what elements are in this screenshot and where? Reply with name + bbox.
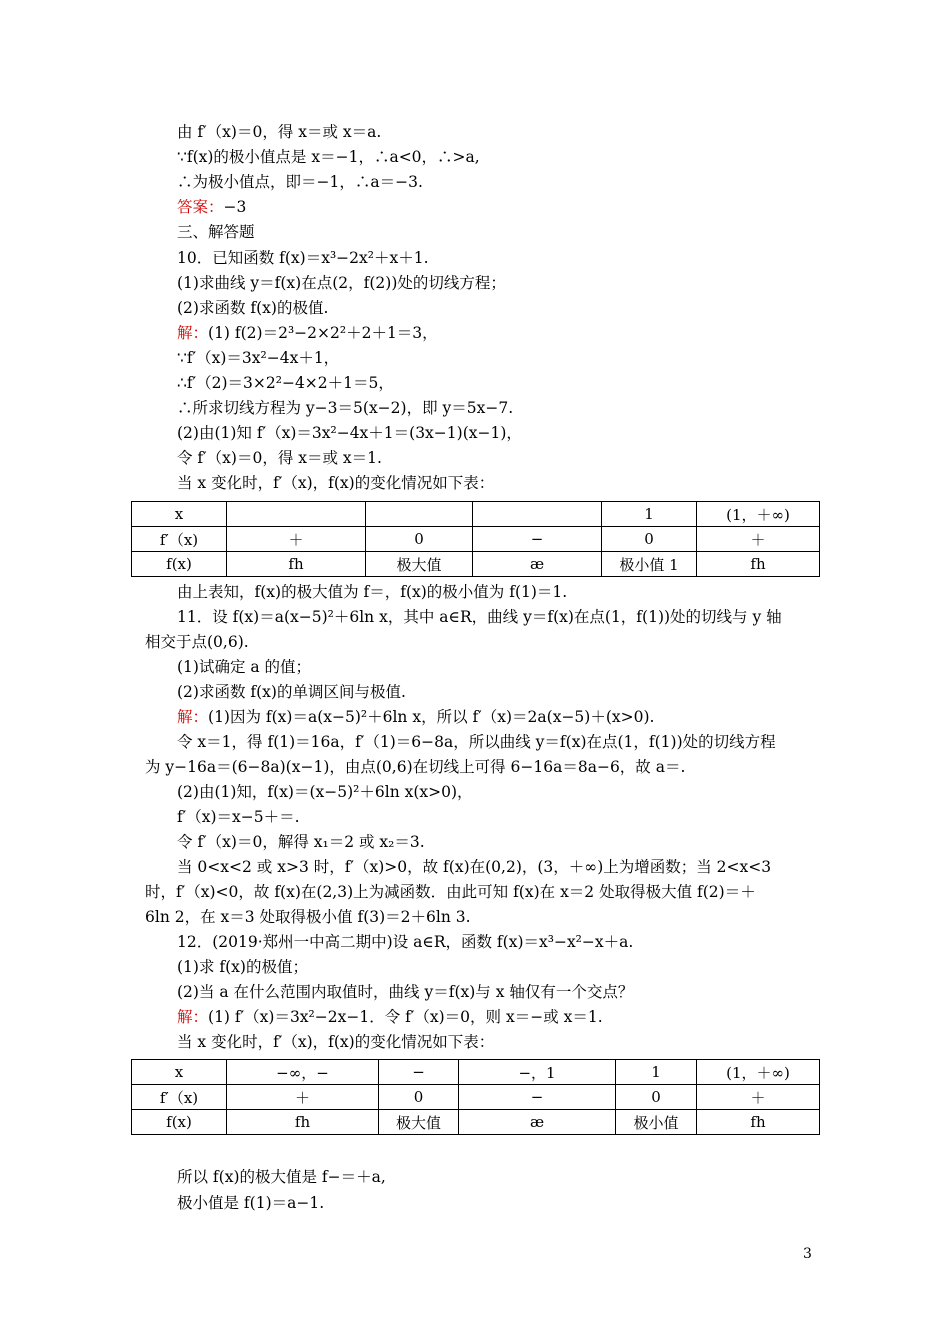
table-cell: 0 (379, 1085, 459, 1110)
variation-table-2 (131, 1059, 820, 1135)
answer-line (177, 196, 246, 218)
table-cell: ＋ (227, 527, 366, 552)
text-line: 所以 f(x)的极大值是 f−＝＋a, (177, 1168, 386, 1186)
table-cell: fh (697, 1110, 820, 1135)
text-line: (1)求 f(x)的极值； (177, 958, 308, 976)
table-cell: f(x) (132, 552, 227, 577)
text-line: (2)由(1)知 f′（x)＝3x²−4x＋1＝(3x−1)(x−1)， (177, 424, 522, 442)
text-line: 时，f′（x)<0，故 f(x)在(2,3)上为减函数．由此可知 f(x)在 x＝2 处取得极大值 f(2)＝＋ (145, 883, 756, 901)
table-row (132, 1110, 820, 1135)
text-line: ∴为极小值点，即＝−1，∴a＝−3. (177, 173, 423, 191)
table-cell: 极小值 (616, 1110, 697, 1135)
table-cell: −，1 (459, 1060, 616, 1085)
table-cell: 0 (616, 1085, 697, 1110)
table-cell: 极大值 (379, 1110, 459, 1135)
text-line: 当 x 变化时，f′（x)，f(x)的变化情况如下表： (177, 1033, 495, 1051)
table-cell: 0 (366, 527, 473, 552)
solution-text: (1) f(2)＝2³−2×2²＋2＋1＝3， (208, 324, 438, 342)
page-number: 3 (803, 1246, 812, 1262)
table-cell: ＋ (697, 527, 820, 552)
text-line: 极小值是 f(1)＝a−1. (177, 1194, 325, 1212)
text-line: ∵f(x)的极小值点是 x＝−1，∴a<0，∴>a, (177, 148, 480, 166)
text-line: 当 0<x<2 或 x>3 时，f′（x)>0，故 f(x)在(0,2)，(3，＋∞)上为增函数；当 2<x<3 (177, 858, 772, 876)
text-line: 令 f′（x)＝0，得 x＝或 x＝1. (177, 449, 382, 467)
table-cell: fh (697, 552, 820, 577)
text-line: ∴f′（2)＝3×2²−4×2＋1＝5， (177, 374, 394, 392)
answer-value: −3 (223, 198, 247, 216)
solution-line (177, 1006, 603, 1028)
table-row (132, 552, 820, 577)
table-cell: æ (473, 552, 602, 577)
table-cell: f′（x) (132, 527, 227, 552)
table-cell: f′（x) (132, 1085, 227, 1110)
table-cell: (1，＋∞) (697, 502, 820, 527)
text-line: 为 y−16a＝(6−8a)(x−1)，由点(0,6)在切线上可得 6−16a＝8a−6，故 a＝. (145, 758, 686, 776)
solution-label: 解： (177, 708, 209, 726)
table-cell: x (132, 1060, 227, 1085)
table-row (132, 1060, 820, 1085)
table-cell (227, 502, 366, 527)
text-line: ∵f′（x)＝3x²−4x＋1， (177, 349, 340, 367)
text-line: (2)当 a 在什么范围内取值时，曲线 y＝f(x)与 x 轴仅有一个交点？ (177, 983, 634, 1001)
table-cell: ＋ (697, 1085, 820, 1110)
text-line: (2)由(1)知，f(x)＝(x−5)²＋6ln x(x>0)， (177, 783, 473, 801)
text-line: (2)求函数 f(x)的极值. (177, 299, 329, 317)
table-row (132, 502, 820, 527)
table-cell: x (132, 502, 227, 527)
text-line: 相交于点(0,6). (145, 633, 249, 651)
table-row (132, 1085, 820, 1110)
problem-statement: 10．已知函数 f(x)＝x³−2x²＋x＋1. (177, 249, 429, 267)
text-line: 6ln 2，在 x＝3 处取得极小值 f(3)＝2＋6ln 3. (145, 908, 471, 926)
text-line: 令 x＝1，得 f(1)＝16a，f′（1)＝6−8a，所以曲线 y＝f(x)在点(1，f(1))处的切线方程 (177, 733, 776, 751)
answer-label: 答案： (177, 198, 224, 216)
table-cell (366, 502, 473, 527)
text-line: 由 f′（x)＝0，得 x＝或 x＝a. (177, 123, 382, 141)
table-row (132, 527, 820, 552)
problem-statement: 11．设 f(x)＝a(x−5)²＋6ln x，其中 a∈R，曲线 y＝f(x)在点(1，f(1))处的切线与 y 轴 (177, 608, 782, 626)
table-cell: 1 (616, 1060, 697, 1085)
solution-line (177, 322, 438, 344)
text-line: ∴所求切线方程为 y−3＝5(x−2)，即 y＝5x−7. (177, 399, 514, 417)
text-line: 令 f′（x)＝0，解得 x₁＝2 或 x₂＝3. (177, 833, 425, 851)
table-cell: ＋ (227, 1085, 379, 1110)
text-line: (2)求函数 f(x)的单调区间与极值. (177, 683, 406, 701)
table-cell: 1 (602, 502, 697, 527)
text-line: (1)求曲线 y＝f(x)在点(2，f(2))处的切线方程； (177, 274, 506, 292)
section-heading: 三、解答题 (177, 223, 255, 241)
table-cell: − (473, 527, 602, 552)
solution-label: 解： (177, 1008, 209, 1026)
table-cell: æ (459, 1110, 616, 1135)
problem-statement: 12．(2019·郑州一中高二期中)设 a∈R，函数 f(x)＝x³−x²−x＋a. (177, 933, 634, 951)
table-cell: 极小值 1 (602, 552, 697, 577)
table-cell: (1，＋∞) (697, 1060, 820, 1085)
solution-text: (1)因为 f(x)＝a(x−5)²＋6ln x，所以 f′（x)＝2a(x−5)＋(x>0). (208, 708, 655, 726)
solution-text: (1) f′（x)＝3x²−2x−1．令 f′（x)＝0，则 x＝−或 x＝1. (208, 1008, 603, 1026)
variation-table-1 (131, 501, 820, 577)
text-line: 由上表知，f(x)的极大值为 f＝，f(x)的极小值为 f(1)＝1. (177, 583, 568, 601)
table-cell (473, 502, 602, 527)
table-cell: fh (227, 552, 366, 577)
table-cell: − (379, 1060, 459, 1085)
table-cell: f(x) (132, 1110, 227, 1135)
solution-label: 解： (177, 324, 209, 342)
table-cell: −∞，− (227, 1060, 379, 1085)
text-line: 当 x 变化时，f′（x)，f(x)的变化情况如下表： (177, 474, 495, 492)
text-line: f′（x)＝x−5＋＝. (177, 808, 300, 826)
text-line: (1)试确定 a 的值； (177, 658, 312, 676)
table-cell: 0 (602, 527, 697, 552)
solution-line (177, 706, 654, 728)
table-cell: fh (227, 1110, 379, 1135)
table-cell: 极大值 (366, 552, 473, 577)
table-cell: − (459, 1085, 616, 1110)
